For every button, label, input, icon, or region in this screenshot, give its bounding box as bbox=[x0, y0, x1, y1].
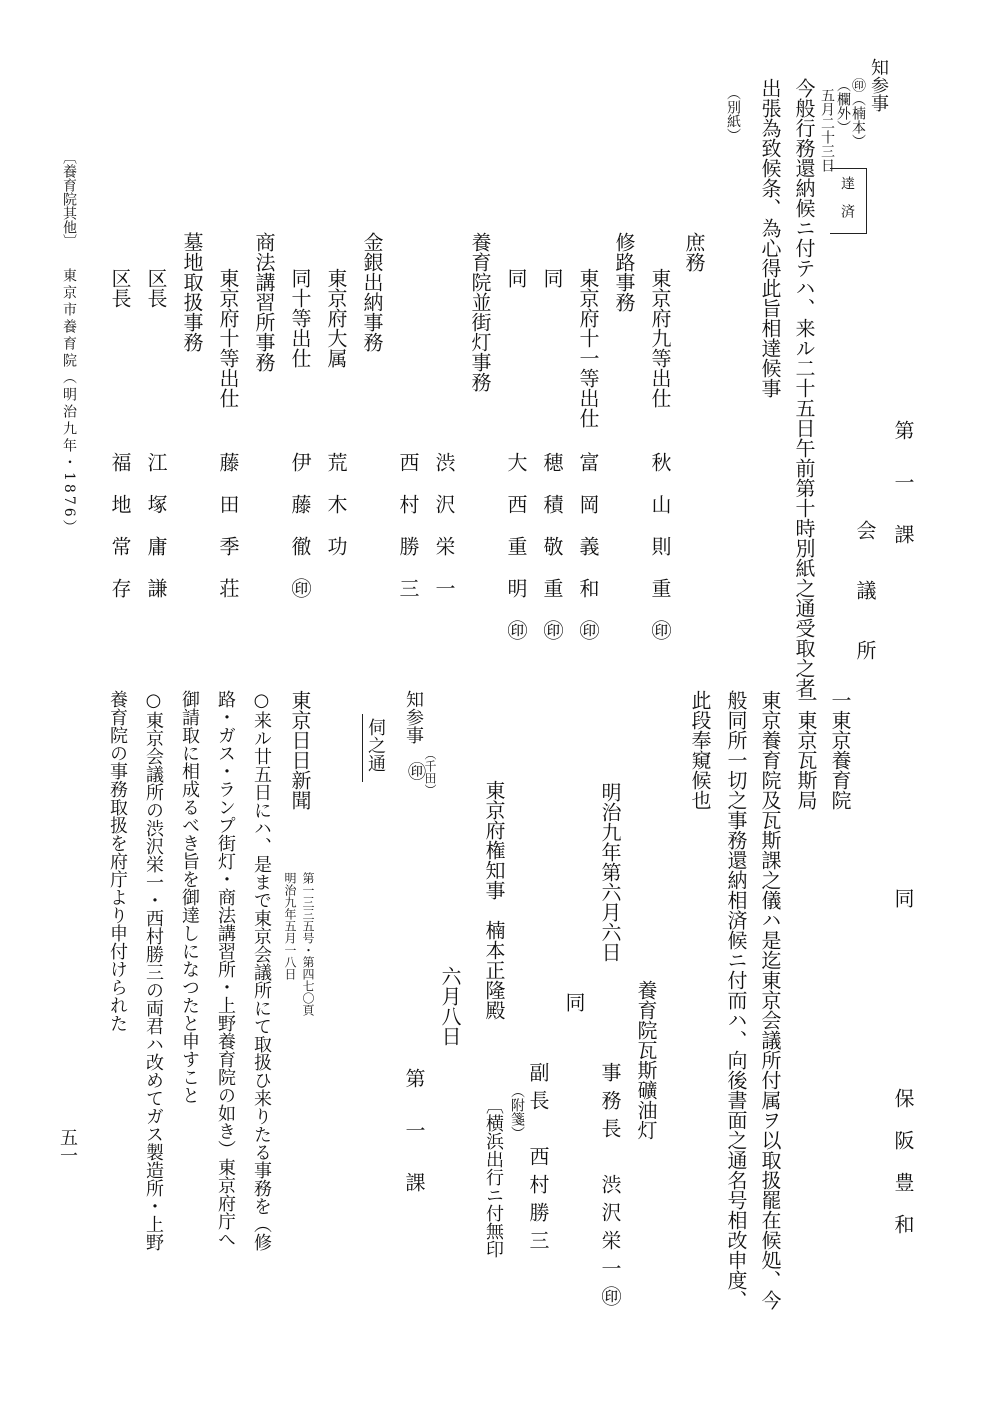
addressee-kusumoto: 東京府権知事 楠本正隆殿 bbox=[482, 780, 506, 1020]
section-bochi: 墓地取扱事務 bbox=[180, 232, 204, 352]
section-shomu: 庶務 bbox=[682, 232, 706, 272]
newspaper-name: 東京日日新聞 bbox=[288, 690, 312, 810]
rank-kucho-1: 区長 bbox=[144, 268, 168, 308]
newspaper-date: 明治九年五月一八日 bbox=[283, 872, 297, 980]
reply-approved: 伺之通 bbox=[365, 718, 386, 772]
news-line-2: 路・ガス・ランプ街灯・商法講習所・上野養育院の如き）東京府庁へ bbox=[215, 690, 236, 1248]
petition-line-3: 此段奉窺候也 bbox=[688, 690, 712, 810]
rank-tokyo-daizoku: 東京府大属 bbox=[324, 268, 348, 368]
reply-seal: ㊞ bbox=[405, 762, 426, 780]
dept-daiikka: 第 一 課 bbox=[891, 420, 915, 550]
name-akiyama: 秋山則重㊞ bbox=[648, 452, 672, 662]
section-shoho: 商法講習所事務 bbox=[252, 232, 276, 372]
reply-date: 六月八日 bbox=[438, 966, 462, 1046]
seal-kusumoto: ㊞（楠本） bbox=[850, 78, 866, 148]
reply-dept: 第 一 課 bbox=[402, 1068, 426, 1198]
petition-line-2: 般同所一切之事務還納相済候ニ付而ハ、向後書面之通名号相改申度、 bbox=[724, 690, 748, 1310]
news-line-4: ○東京会議所の渋沢栄一・西村勝三の両君ハ改めてガス製造所・上野 bbox=[143, 690, 164, 1251]
official-hosaka: 保阪豊和 bbox=[891, 1088, 915, 1256]
tassai-stamp: 達 済 bbox=[839, 176, 855, 218]
header-chisanji: 知参事 bbox=[868, 58, 889, 112]
signer-title-org: 養育院瓦斯礦油灯 bbox=[634, 980, 658, 1140]
name-fujita: 藤田季荘 bbox=[216, 452, 240, 620]
notice-line-2: 出張為致候条、為心得此旨相達候事 bbox=[758, 78, 782, 398]
petition-date: 明治九年第六月六日 bbox=[598, 782, 622, 962]
rank-kucho-2: 区長 bbox=[108, 268, 132, 308]
rank-tokyo-9: 東京府九等出仕 bbox=[648, 268, 672, 408]
rank-tokyo-10: 東京府十等出仕 bbox=[216, 268, 240, 408]
signer-nishimura: 副長 西村勝三 bbox=[526, 1062, 550, 1258]
date-may-23: 五月二十三日 bbox=[819, 88, 835, 172]
rangai-note: （欄外） bbox=[835, 78, 851, 134]
name-shibusawa: 渋沢栄一 bbox=[432, 452, 456, 620]
rank-same-2: 同 bbox=[504, 268, 528, 288]
fusen-note: 〔横浜出行ニ付無印 bbox=[483, 1096, 504, 1258]
item-yoikuin: 一東京養育院 bbox=[828, 690, 852, 810]
rank-same-1: 同 bbox=[540, 268, 564, 288]
newspaper-issue: 第一三三五号・第四七〇頁 bbox=[301, 872, 315, 1016]
reply-chisanji: 知参事 bbox=[403, 690, 424, 744]
rank-tokyo-11: 東京府十一等出仕 bbox=[576, 268, 600, 428]
news-line-1: ○来ル廿五日にハ、是まで東京会議所にて取扱ひ来りたる事務を（修 bbox=[251, 690, 272, 1251]
petition-line-1: 東京養育院及瓦斯課之儀ハ是迄東京会議所付属ヲ以取扱罷在候処、今 bbox=[758, 690, 782, 1310]
name-tomioka: 富岡義和㊞ bbox=[576, 452, 600, 662]
kaigisho: 会 議 所 bbox=[853, 520, 877, 670]
name-ito: 伊藤徹㊞ bbox=[288, 452, 312, 620]
section-shuro: 修路事務 bbox=[612, 232, 636, 312]
page-number: 五一 bbox=[57, 1128, 78, 1164]
name-nishimura: 西村勝三 bbox=[396, 452, 420, 620]
bessi-label: （別紙） bbox=[725, 86, 741, 142]
reply-chida: （千田） bbox=[423, 748, 437, 796]
rank-same-10: 同十等出仕 bbox=[288, 268, 312, 368]
fusen-label: （附箋） bbox=[509, 1084, 525, 1140]
name-ezuka: 江塚庸謙 bbox=[144, 452, 168, 620]
notice-line-1: 今般行務還納候ニ付テハ、来ル二十五日午前第十時別紙之通受取之者 bbox=[792, 78, 816, 698]
section-kingin: 金銀出納事務 bbox=[360, 232, 384, 352]
signer-same: 同 bbox=[562, 992, 586, 1012]
dept-same: 同 bbox=[891, 888, 915, 908]
signer-shibusawa: 事務長 渋沢栄一㊞ bbox=[598, 1062, 622, 1314]
news-line-5: 養育院の事務取扱を府庁より申付けられた bbox=[107, 690, 128, 1032]
name-fukuchi: 福地常存 bbox=[108, 452, 132, 620]
name-onishi: 大西重明㊞ bbox=[504, 452, 528, 662]
name-araki: 荒木功 bbox=[324, 452, 348, 578]
name-hozumi: 穂積敬重㊞ bbox=[540, 452, 564, 662]
news-line-3: 御請取に相成るべき旨を御達しになつたと申すこと bbox=[179, 690, 200, 1104]
footer-category: 〔養育院其他〕 bbox=[61, 150, 77, 248]
item-gas: 一東京瓦斯局 bbox=[794, 690, 818, 810]
section-yoikuin: 養育院並街灯事務 bbox=[468, 232, 492, 392]
footer-source: 東京市養育院（明治九年・1876） bbox=[61, 268, 77, 537]
